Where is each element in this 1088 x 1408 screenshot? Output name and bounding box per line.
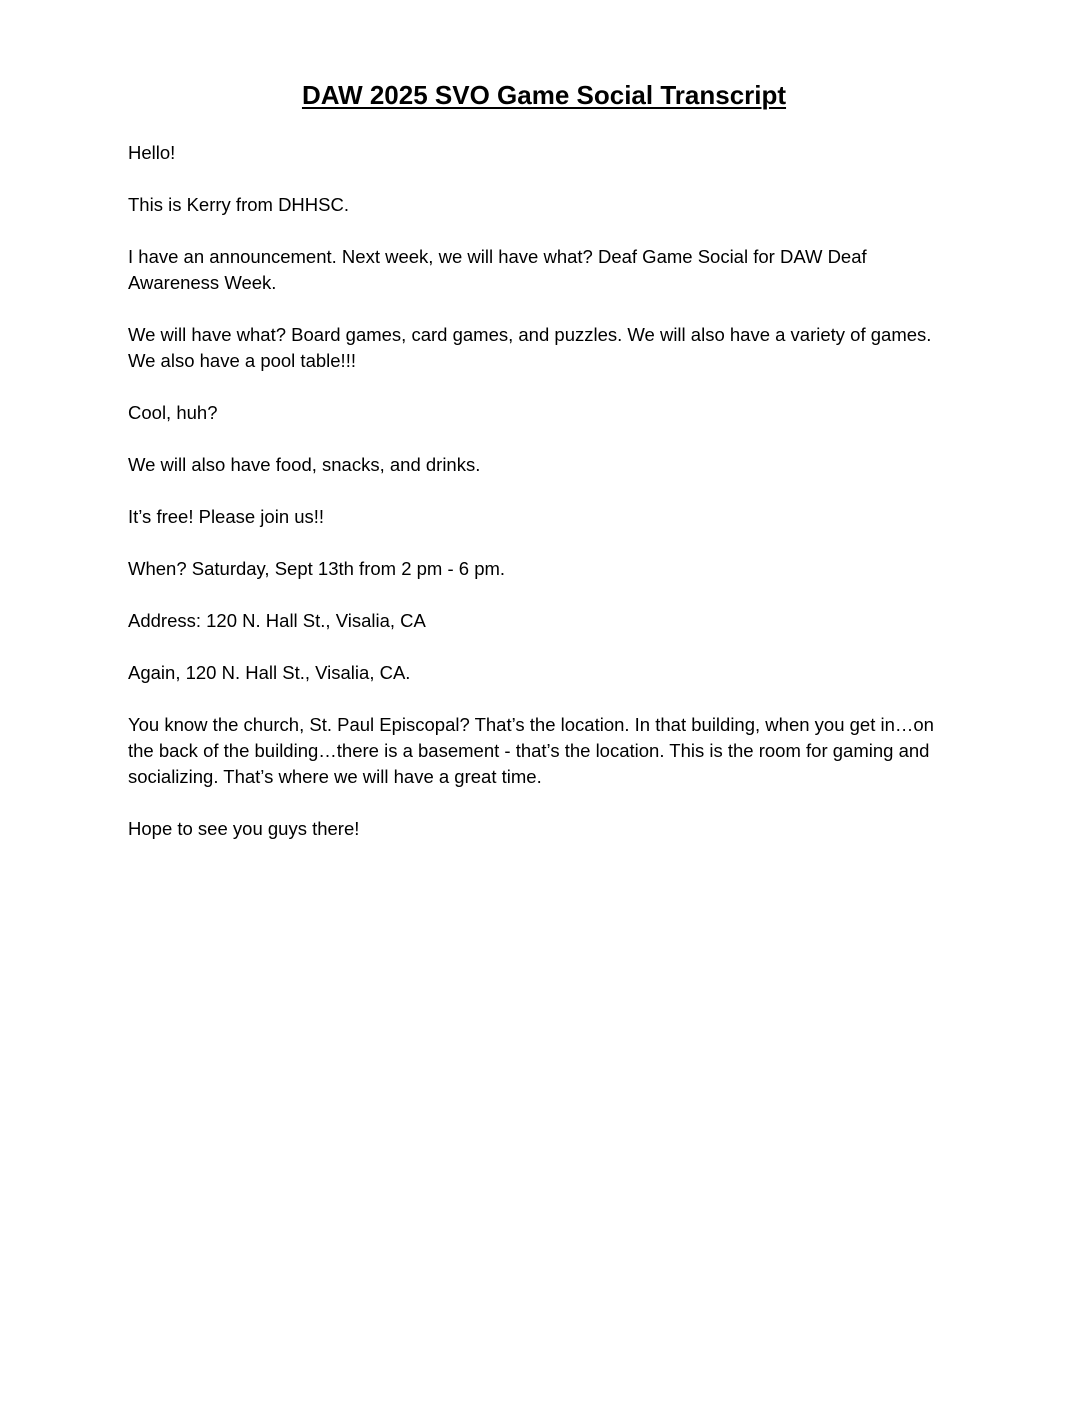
paragraph-free: It’s free! Please join us!!: [128, 506, 325, 527]
paragraph-address-repeat: Again, 120 N. Hall St., Visalia, CA.: [128, 662, 411, 683]
paragraph-food: We will also have food, snacks, and drinks.: [128, 454, 481, 475]
paragraph-announcement: I have an announcement. Next week, we will have what? Deaf Game Social for DAW Deaf Awareness Week.: [128, 246, 867, 293]
paragraph-closing: Hope to see you guys there!: [128, 818, 360, 839]
paragraph-introduction: This is Kerry from DHHSC.: [128, 194, 349, 215]
document-title: DAW 2025 SVO Game Social Transcript: [301, 80, 787, 110]
paragraph-address: Address: 120 N. Hall St., Visalia, CA: [128, 610, 426, 631]
paragraph-greeting: Hello!: [128, 142, 176, 163]
paragraph-location-details: You know the church, St. Paul Episcopal? That’s the location. In that building, when you get in…on the back of the building…there is a basement - that’s the location. This is the room for gaming and socializing. That’s where we will have a great time.: [128, 714, 934, 787]
paragraph-when: When? Saturday, Sept 13th from 2 pm - 6 pm.: [128, 558, 506, 579]
paragraph-activities: We will have what? Board games, card games, and puzzles. We will also have a variety of games. We also have a pool table!!!: [128, 324, 932, 371]
paragraph-cool: Cool, huh?: [128, 402, 218, 423]
document-body: [128, 140, 948, 868]
